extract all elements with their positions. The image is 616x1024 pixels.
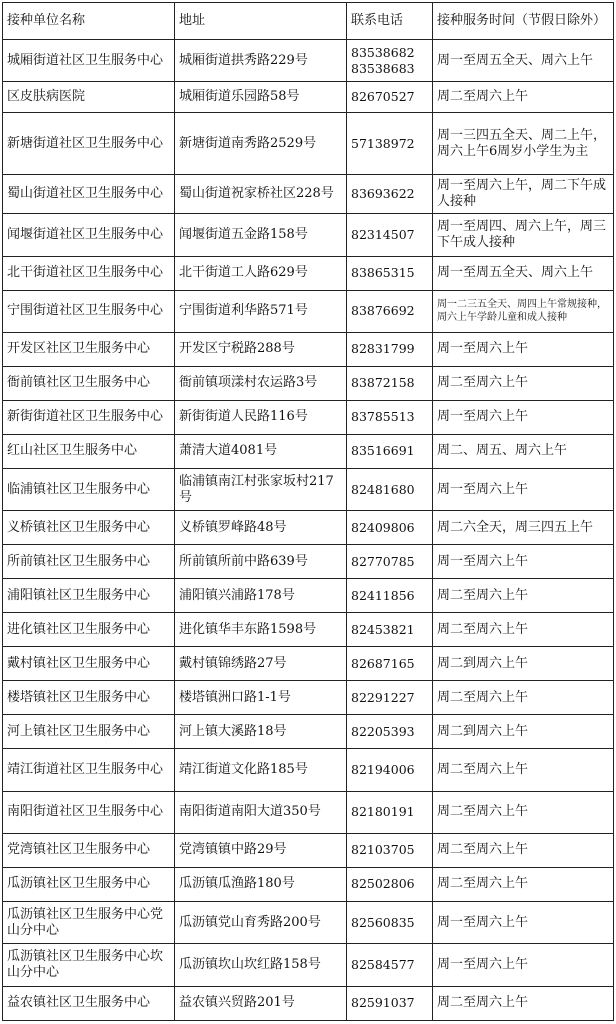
- cell-address: 瓜沥镇坎山坎红路158号: [175, 944, 347, 986]
- cell-address: 益农镇兴贸路201号: [175, 986, 347, 1020]
- table-row: [3, 214, 614, 256]
- cell-address: 临浦镇南江村张家坂村217号: [175, 468, 347, 510]
- cell-name: 党湾镇社区卫生服务中心: [3, 833, 175, 867]
- cell-hours: 周一至周六上午: [433, 901, 614, 943]
- cell-hours: 周二到周六上午: [433, 715, 614, 749]
- cell-address: 靖江街道文化路185号: [175, 749, 347, 791]
- cell-hours: 周二、周五、周六上午: [433, 434, 614, 468]
- cell-address: 楼塔镇洲口路1-1号: [175, 681, 347, 715]
- cell-phone: 82103705: [347, 833, 433, 867]
- cell-phone: 82453821: [347, 613, 433, 647]
- header-name: 接种单位名称: [3, 3, 175, 40]
- cell-name: 衙前镇社区卫生服务中心: [3, 366, 175, 400]
- cell-phone: 82291227: [347, 681, 433, 715]
- cell-hours: 周二至周六上午: [433, 749, 614, 791]
- table-row: [3, 174, 614, 213]
- table-row: [3, 545, 614, 579]
- table-row: [3, 647, 614, 681]
- cell-address: 开发区宁税路288号: [175, 332, 347, 366]
- cell-phone: 83865315: [347, 256, 433, 290]
- cell-address: 城厢街道乐园路58号: [175, 82, 347, 113]
- cell-phone: 82314507: [347, 214, 433, 256]
- cell-hours: 周一至周六上午: [433, 545, 614, 579]
- cell-name: 瓜沥镇社区卫生服务中心坎山分中心: [3, 944, 175, 986]
- cell-address: 蜀山街道祝家桥社区228号: [175, 174, 347, 213]
- cell-address: 进化镇华丰东路1598号: [175, 613, 347, 647]
- cell-phone: 82481680: [347, 468, 433, 510]
- table-row: [3, 256, 614, 290]
- table-row: [3, 511, 614, 545]
- table-row: [3, 749, 614, 791]
- cell-name: 新街街道社区卫生服务中心: [3, 400, 175, 434]
- header-phone: 联系电话: [347, 3, 433, 40]
- table-row: [3, 681, 614, 715]
- cell-hours: 周二至周六上午: [433, 986, 614, 1020]
- cell-phone: 82591037: [347, 986, 433, 1020]
- cell-address: 城厢街道拱秀路229号: [175, 40, 347, 82]
- cell-address: 浦阳镇兴浦路178号: [175, 579, 347, 613]
- cell-hours: 周一至周六上午: [433, 944, 614, 986]
- cell-name: 城厢街道社区卫生服务中心: [3, 40, 175, 82]
- cell-name: 红山社区卫生服务中心: [3, 434, 175, 468]
- cell-name: 宁围街道社区卫生服务中心: [3, 290, 175, 332]
- cell-phone: 82205393: [347, 715, 433, 749]
- cell-phone: 82194006: [347, 749, 433, 791]
- cell-phone: 83785513: [347, 400, 433, 434]
- cell-name: 义桥镇社区卫生服务中心: [3, 511, 175, 545]
- table-body: [3, 40, 614, 1021]
- cell-hours: 周一二三五全天、周四上午常规接种，周六上午学龄儿童和成人接种: [433, 290, 614, 332]
- cell-name: 瓜沥镇社区卫生服务中心: [3, 867, 175, 901]
- cell-address: 萧清大道4081号: [175, 434, 347, 468]
- cell-hours: 周二到周六上午: [433, 647, 614, 681]
- table-row: [3, 290, 614, 332]
- cell-hours: 周一至周六上午: [433, 332, 614, 366]
- cell-address: 新塘街道南秀路2529号: [175, 113, 347, 175]
- cell-address: 河上镇大溪路18号: [175, 715, 347, 749]
- table-row: [3, 366, 614, 400]
- cell-hours: 周一至周五全天、周六上午: [433, 256, 614, 290]
- cell-name: 戴村镇社区卫生服务中心: [3, 647, 175, 681]
- cell-hours: 周二至周六上午: [433, 613, 614, 647]
- cell-name: 瓜沥镇社区卫生服务中心党山分中心: [3, 901, 175, 943]
- cell-phone: 82502806: [347, 867, 433, 901]
- cell-address: 戴村镇锦绣路27号: [175, 647, 347, 681]
- cell-address: 北干街道工人路629号: [175, 256, 347, 290]
- table-row: [3, 468, 614, 510]
- cell-hours: 周二至周六上午: [433, 833, 614, 867]
- cell-address: 新街街道人民路116号: [175, 400, 347, 434]
- cell-hours: 周一三四五全天、周二上午，周六上午6周岁小学生为主: [433, 113, 614, 175]
- cell-hours: 周一至周五全天、周六上午: [433, 40, 614, 82]
- header-address: 地址: [175, 3, 347, 40]
- cell-address: 南阳街道南阳大道350号: [175, 791, 347, 833]
- cell-hours: 周一至周六上午，周二下午成人接种: [433, 174, 614, 213]
- cell-name: 河上镇社区卫生服务中心: [3, 715, 175, 749]
- cell-phone: 82584577: [347, 944, 433, 986]
- cell-name: 蜀山街道社区卫生服务中心: [3, 174, 175, 213]
- table-row: [3, 579, 614, 613]
- cell-address: 宁围街道利华路571号: [175, 290, 347, 332]
- table-row: [3, 791, 614, 833]
- vaccination-sites-table: [2, 2, 614, 1021]
- cell-hours: 周二至周六上午: [433, 366, 614, 400]
- cell-name: 新塘街道社区卫生服务中心: [3, 113, 175, 175]
- cell-phone: 82411856: [347, 579, 433, 613]
- table-row: [3, 944, 614, 986]
- cell-phone: 82180191: [347, 791, 433, 833]
- cell-address: 瓜沥镇瓜渔路180号: [175, 867, 347, 901]
- cell-name: 开发区社区卫生服务中心: [3, 332, 175, 366]
- cell-name: 浦阳镇社区卫生服务中心: [3, 579, 175, 613]
- cell-hours: 周二至周六上午: [433, 82, 614, 113]
- cell-hours: 周一至周六上午: [433, 468, 614, 510]
- cell-phone: 83693622: [347, 174, 433, 213]
- cell-hours: 周二至周六上午: [433, 867, 614, 901]
- cell-name: 临浦镇社区卫生服务中心: [3, 468, 175, 510]
- cell-name: 益农镇社区卫生服务中心: [3, 986, 175, 1020]
- table-row: [3, 833, 614, 867]
- cell-address: 所前镇所前中路639号: [175, 545, 347, 579]
- cell-address: 党湾镇镇中路29号: [175, 833, 347, 867]
- cell-phone: 82670527: [347, 82, 433, 113]
- cell-hours: 周二至周六上午: [433, 579, 614, 613]
- cell-phone: 82409806: [347, 511, 433, 545]
- cell-phone: 82831799: [347, 332, 433, 366]
- cell-name: 南阳街道社区卫生服务中心: [3, 791, 175, 833]
- cell-hours: 周二至周六上午: [433, 791, 614, 833]
- cell-phone: 82560835: [347, 901, 433, 943]
- cell-address: 义桥镇罗峰路48号: [175, 511, 347, 545]
- table-row: [3, 613, 614, 647]
- header-row: [3, 3, 614, 40]
- cell-phone: 82687165: [347, 647, 433, 681]
- cell-phone: 83872158: [347, 366, 433, 400]
- table-row: [3, 901, 614, 943]
- cell-address: 瓜沥镇党山育秀路200号: [175, 901, 347, 943]
- cell-hours: 周一至周四、周六上午，周三下午成人接种: [433, 214, 614, 256]
- cell-phone: 83516691: [347, 434, 433, 468]
- table-row: [3, 986, 614, 1020]
- table-row: [3, 400, 614, 434]
- table-row: [3, 113, 614, 175]
- cell-hours: 周一至周六上午: [433, 400, 614, 434]
- header-hours: 接种服务时间（节假日除外）: [433, 3, 614, 40]
- cell-address: 闻堰街道五金路158号: [175, 214, 347, 256]
- cell-phone: 82770785: [347, 545, 433, 579]
- table-row: [3, 434, 614, 468]
- cell-phone: 83538682 83538683: [347, 40, 433, 82]
- table-row: [3, 40, 614, 82]
- cell-hours: 周二六全天，周三四五上午: [433, 511, 614, 545]
- cell-address: 衙前镇项漾村农运路3号: [175, 366, 347, 400]
- cell-name: 所前镇社区卫生服务中心: [3, 545, 175, 579]
- cell-name: 北干街道社区卫生服务中心: [3, 256, 175, 290]
- table-row: [3, 82, 614, 113]
- cell-phone: 83876692: [347, 290, 433, 332]
- cell-name: 楼塔镇社区卫生服务中心: [3, 681, 175, 715]
- table-row: [3, 867, 614, 901]
- cell-name: 闻堰街道社区卫生服务中心: [3, 214, 175, 256]
- cell-hours: 周二至周六上午: [433, 681, 614, 715]
- cell-phone: 57138972: [347, 113, 433, 175]
- table-row: [3, 332, 614, 366]
- cell-name: 区皮肤病医院: [3, 82, 175, 113]
- cell-name: 进化镇社区卫生服务中心: [3, 613, 175, 647]
- cell-name: 靖江街道社区卫生服务中心: [3, 749, 175, 791]
- table-row: [3, 715, 614, 749]
